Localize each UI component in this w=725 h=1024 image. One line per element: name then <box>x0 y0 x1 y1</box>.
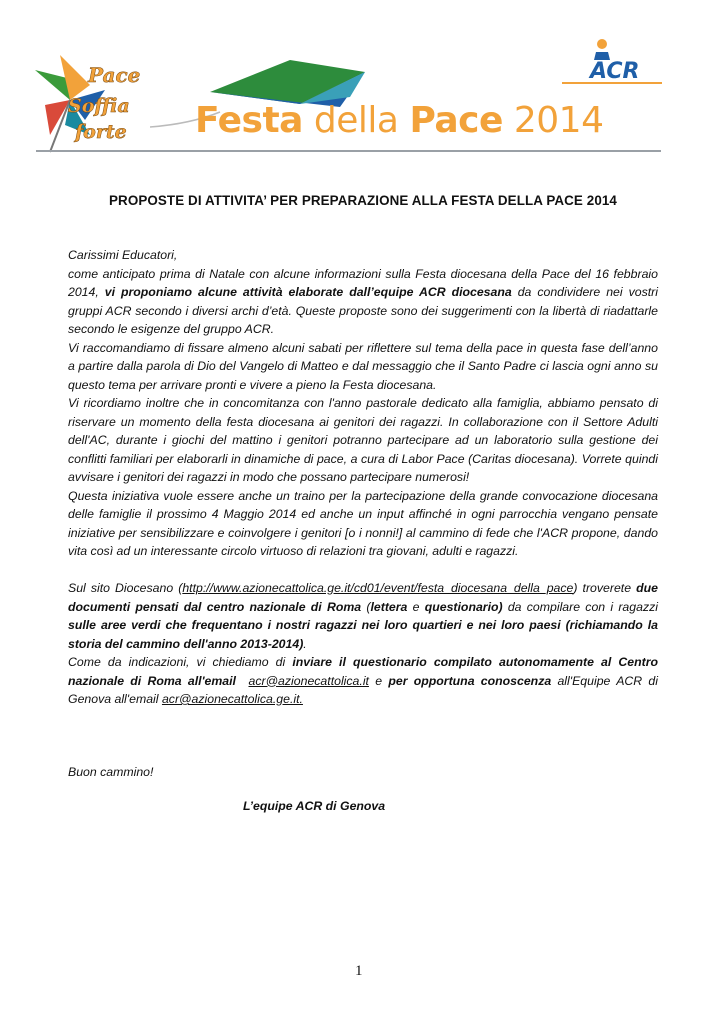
signature: L’equipe ACR di Genova <box>243 799 386 813</box>
paragraph-5: Sul sito Diocesano (http://www.azionecattolica.ge.it/cd01/event/festa_diocesana_della_pace) troverete due documenti pensati dal centro nazionale di Roma (lettera e questionario) da compilare con i ragazzi sulle aree verdi che frequentano i nostri ragazzi nei loro quartieri e nei loro paesi (richiamando la storia del cammino dell'anno 2013-2014). <box>68 581 658 651</box>
document-body <box>68 246 658 709</box>
banner-divider <box>36 150 661 152</box>
document-header <box>0 0 725 165</box>
diocesan-site-link[interactable]: http://www.azionecattolica.ge.it/cd01/event/festa_diocesana_della_pace <box>182 581 574 595</box>
acr-logo-underline <box>562 82 662 84</box>
paragraph-3: Vi ricordiamo inoltre che in concomitanza con l'anno pastorale dedicato alla famiglia, abbiamo pensato di riservare un momento della festa diocesana ai genitori dei ragazzi. In collaborazione con il Settore Adulti dell'AC, durante i giochi del mattino i genitori potranno partecipare ad un laboratorio sulla gestione dei conflitti familiari per elaborarli in dinamiche di pace, a cura di Labor Pace (Caritas diocesana). Vorrete quindi avvisare i genitori dei ragazzi in modo che possano partecipare numerosi! <box>68 396 658 484</box>
logo-word-soffia: Soffia <box>68 95 130 117</box>
banner-title-year: 2014 <box>502 100 604 141</box>
acr-logo <box>560 38 660 82</box>
page-number: 1 <box>355 963 363 979</box>
greeting: Carissimi Educatori, <box>68 248 178 262</box>
acr-logo-text: ACR <box>590 59 640 82</box>
logo-word-forte: forte <box>75 121 127 143</box>
closing: Buon cammino! <box>68 765 154 779</box>
paragraph-2: Vi raccomandiamo di fissare almeno alcuni sabati per riflettere sul tema della pace in questa fase dell’anno a partire dalla parola di Dio del Vangelo di Matteo e dal messaggio che il Santo Padre ci lascia ogni anno su questo tema per arrivare pronti e vivere a pieno la Festa diocesana. <box>68 340 658 392</box>
banner-title-festa: Festa <box>195 100 303 141</box>
email-link-national[interactable]: acr@azionecattolica.it <box>248 673 369 688</box>
paragraph-4: Questa iniziativa vuole essere anche un traino per la partecipazione della grande convocazione diocesana delle famiglie il prossimo 4 Maggio 2014 ed anche un input affinché in ogni parrocchia vengano pensate iniziative per sensibilizzare e coinvolgere i genitori [o i nonni!] al cammino di fede che l'ACR propone, dando vita così ad un interessante circolo virtuoso di relazioni tra giovani, adulti e ragazzi. <box>68 488 658 558</box>
email-link-genova[interactable]: acr@azionecattolica.ge.it. <box>161 692 303 706</box>
banner-title-pace: Pace <box>409 100 503 141</box>
paragraph-1: come anticipato prima di Natale con alcune informazioni sulla Festa diocesana della Pace del 16 febbraio 2014, vi proponiamo alcune attività elaborate dall’equipe ACR diocesana da condividere nei vostri gruppi ACR secondo i diversi archi d’età. Queste proposte sono dei suggerimenti con la libertà di riadattarle secondo le esigenze del gruppo ACR. <box>68 266 658 336</box>
banner-title <box>195 100 665 141</box>
document-title: PROPOSTE DI ATTIVITA’ PER PREPARAZIONE ALLA FESTA DELLA PACE 2014 <box>109 193 617 208</box>
paragraph-6: Come da indicazioni, vi chiediamo di inviare il questionario compilato autonomamente al Centro nazionale di Roma all'email acr@azionecattolica.it e per opportuna conoscenza all'Equipe ACR di Genova all'email acr@azionecattolica.ge.it. <box>68 655 658 706</box>
banner-title-della: della <box>302 100 410 141</box>
logo-word-pace: Pace <box>88 63 141 87</box>
